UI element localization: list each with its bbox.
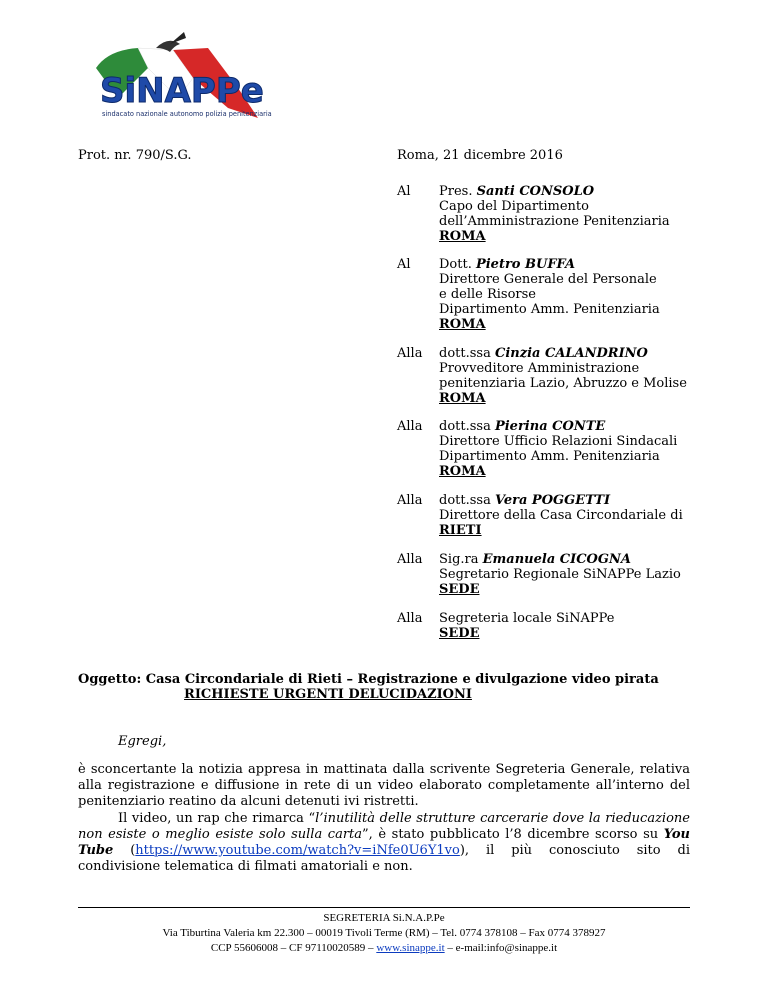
footer-contacts: CCP 55606008 – CF 97110020589 – www.sinappe.it – e-mail:info@sinappe.it [210,942,558,954]
recipient-name: Cinzia CALANDRINO [494,346,648,361]
recipient-name: Pierina CONTE [494,419,606,434]
recipient-prefix: Alla [397,552,423,567]
protocol-number: Prot. nr. 790/S.G. [78,148,192,163]
subject-emphasis: RICHIESTE URGENTI DELUCIDAZIONI [184,687,472,702]
recipient-line: Provveditore Amministrazione [439,361,640,376]
recipient-line: penitenziaria Lazio, Abruzzo e Molise [439,376,687,391]
body-paragraph: Il video, un rap che rimarca “l’inutilità delle strutture carcerarie dove la rieducazione non esiste o meglio esiste solo sulla carta”, è stato pubblicato l’8 dicembre scorso su You Tube (https://www.youtube.com/watch?v=iNfe0U6Y1vo), il più conosciuto sito di condivisione telematica di filmati amatoriali e non. [78,811,690,874]
recipient-name: Vera POGGETTI [494,493,611,508]
recipient-city: ROMA [439,464,486,479]
recipient-name: Pietro BUFFA [475,257,576,272]
greeting: Egregi, [118,734,167,749]
recipient-line: Direttore Generale del Personale [439,272,657,287]
footer [0,911,768,956]
place-date: Roma, 21 dicembre 2016 [397,148,563,163]
recipient-line: Segretario Regionale SiNAPPe Lazio [439,567,681,582]
recipient-city: RIETI [439,523,482,538]
recipient-line: Dipartimento Amm. Penitenziaria [439,449,660,464]
website-link[interactable]: www.sinappe.it [376,942,445,954]
recipient-line: Dipartimento Amm. Penitenziaria [439,302,660,317]
recipient-prefix: Alla [397,346,423,361]
recipient-title: Dott. [439,257,476,272]
recipient-line: Direttore Ufficio Relazioni Sindacali [439,434,678,449]
recipient-title: dott.ssa [439,346,495,361]
recipient-line: Direttore della Casa Circondariale di [439,508,683,523]
recipient-name: Santi CONSOLO [476,184,595,199]
recipient-title: Pres. [439,184,477,199]
footer-address: Via Tiburtina Valeria km 22.300 – 00019 Tivoli Terme (RM) – Tel. 0774 378108 – Fax 0774 378927 [162,927,606,939]
recipient-prefix: Alla [397,611,423,626]
recipient-line: Capo del Dipartimento [439,199,589,214]
recipient-title: Sig.ra [439,552,483,567]
footer-divider [78,907,690,908]
eagle-icon [156,32,186,52]
logo-wordmark: SiNAPPe [100,71,264,111]
subject [78,672,698,702]
footer-title: SEGRETERIA Si.N.A.P.Pe [323,912,445,924]
subject-line: Oggetto: Casa Circondariale di Rieti – Registrazione e divulgazione video pirata [78,672,659,687]
recipient-city: ROMA [439,391,486,406]
platform-name: You Tube [78,827,690,858]
recipient-title: dott.ssa [439,493,495,508]
recipient-title: dott.ssa [439,419,495,434]
recipient-prefix: Al [397,257,411,272]
recipient-city: SEDE [439,582,480,597]
recipient-prefix: Al [397,184,411,199]
recipient-name: Emanuela CICOGNA [482,552,631,567]
logo-tagline: sindacato nazionale autonomo polizia penitenziaria [102,110,272,118]
body-paragraph: è sconcertante la notizia appresa in mattinata dalla scrivente Segreteria Generale, relativa alla registrazione e diffusione in rete di un video elaborato completamente all’interno del penitenziario reatino da alcuni detenuti ivi ristretti. [78,762,690,809]
video-link[interactable]: https://www.youtube.com/watch?v=iNfe0U6Y1vo [135,843,460,858]
recipient-city: ROMA [439,229,486,244]
recipient-prefix: Alla [397,419,423,434]
quoted-text: l’inutilità delle strutture carcerarie dove la rieducazione non esiste o meglio esiste solo sulla carta [78,811,690,842]
sinappe-logo [78,28,278,132]
recipient-title: Segreteria locale SiNAPPe [439,611,615,626]
recipient-city: SEDE [439,626,480,641]
recipient-line: e delle Risorse [439,287,537,302]
recipient-line: dell’Amministrazione Penitenziaria [439,214,670,229]
recipient-prefix: Alla [397,493,423,508]
recipient-city: ROMA [439,317,486,332]
